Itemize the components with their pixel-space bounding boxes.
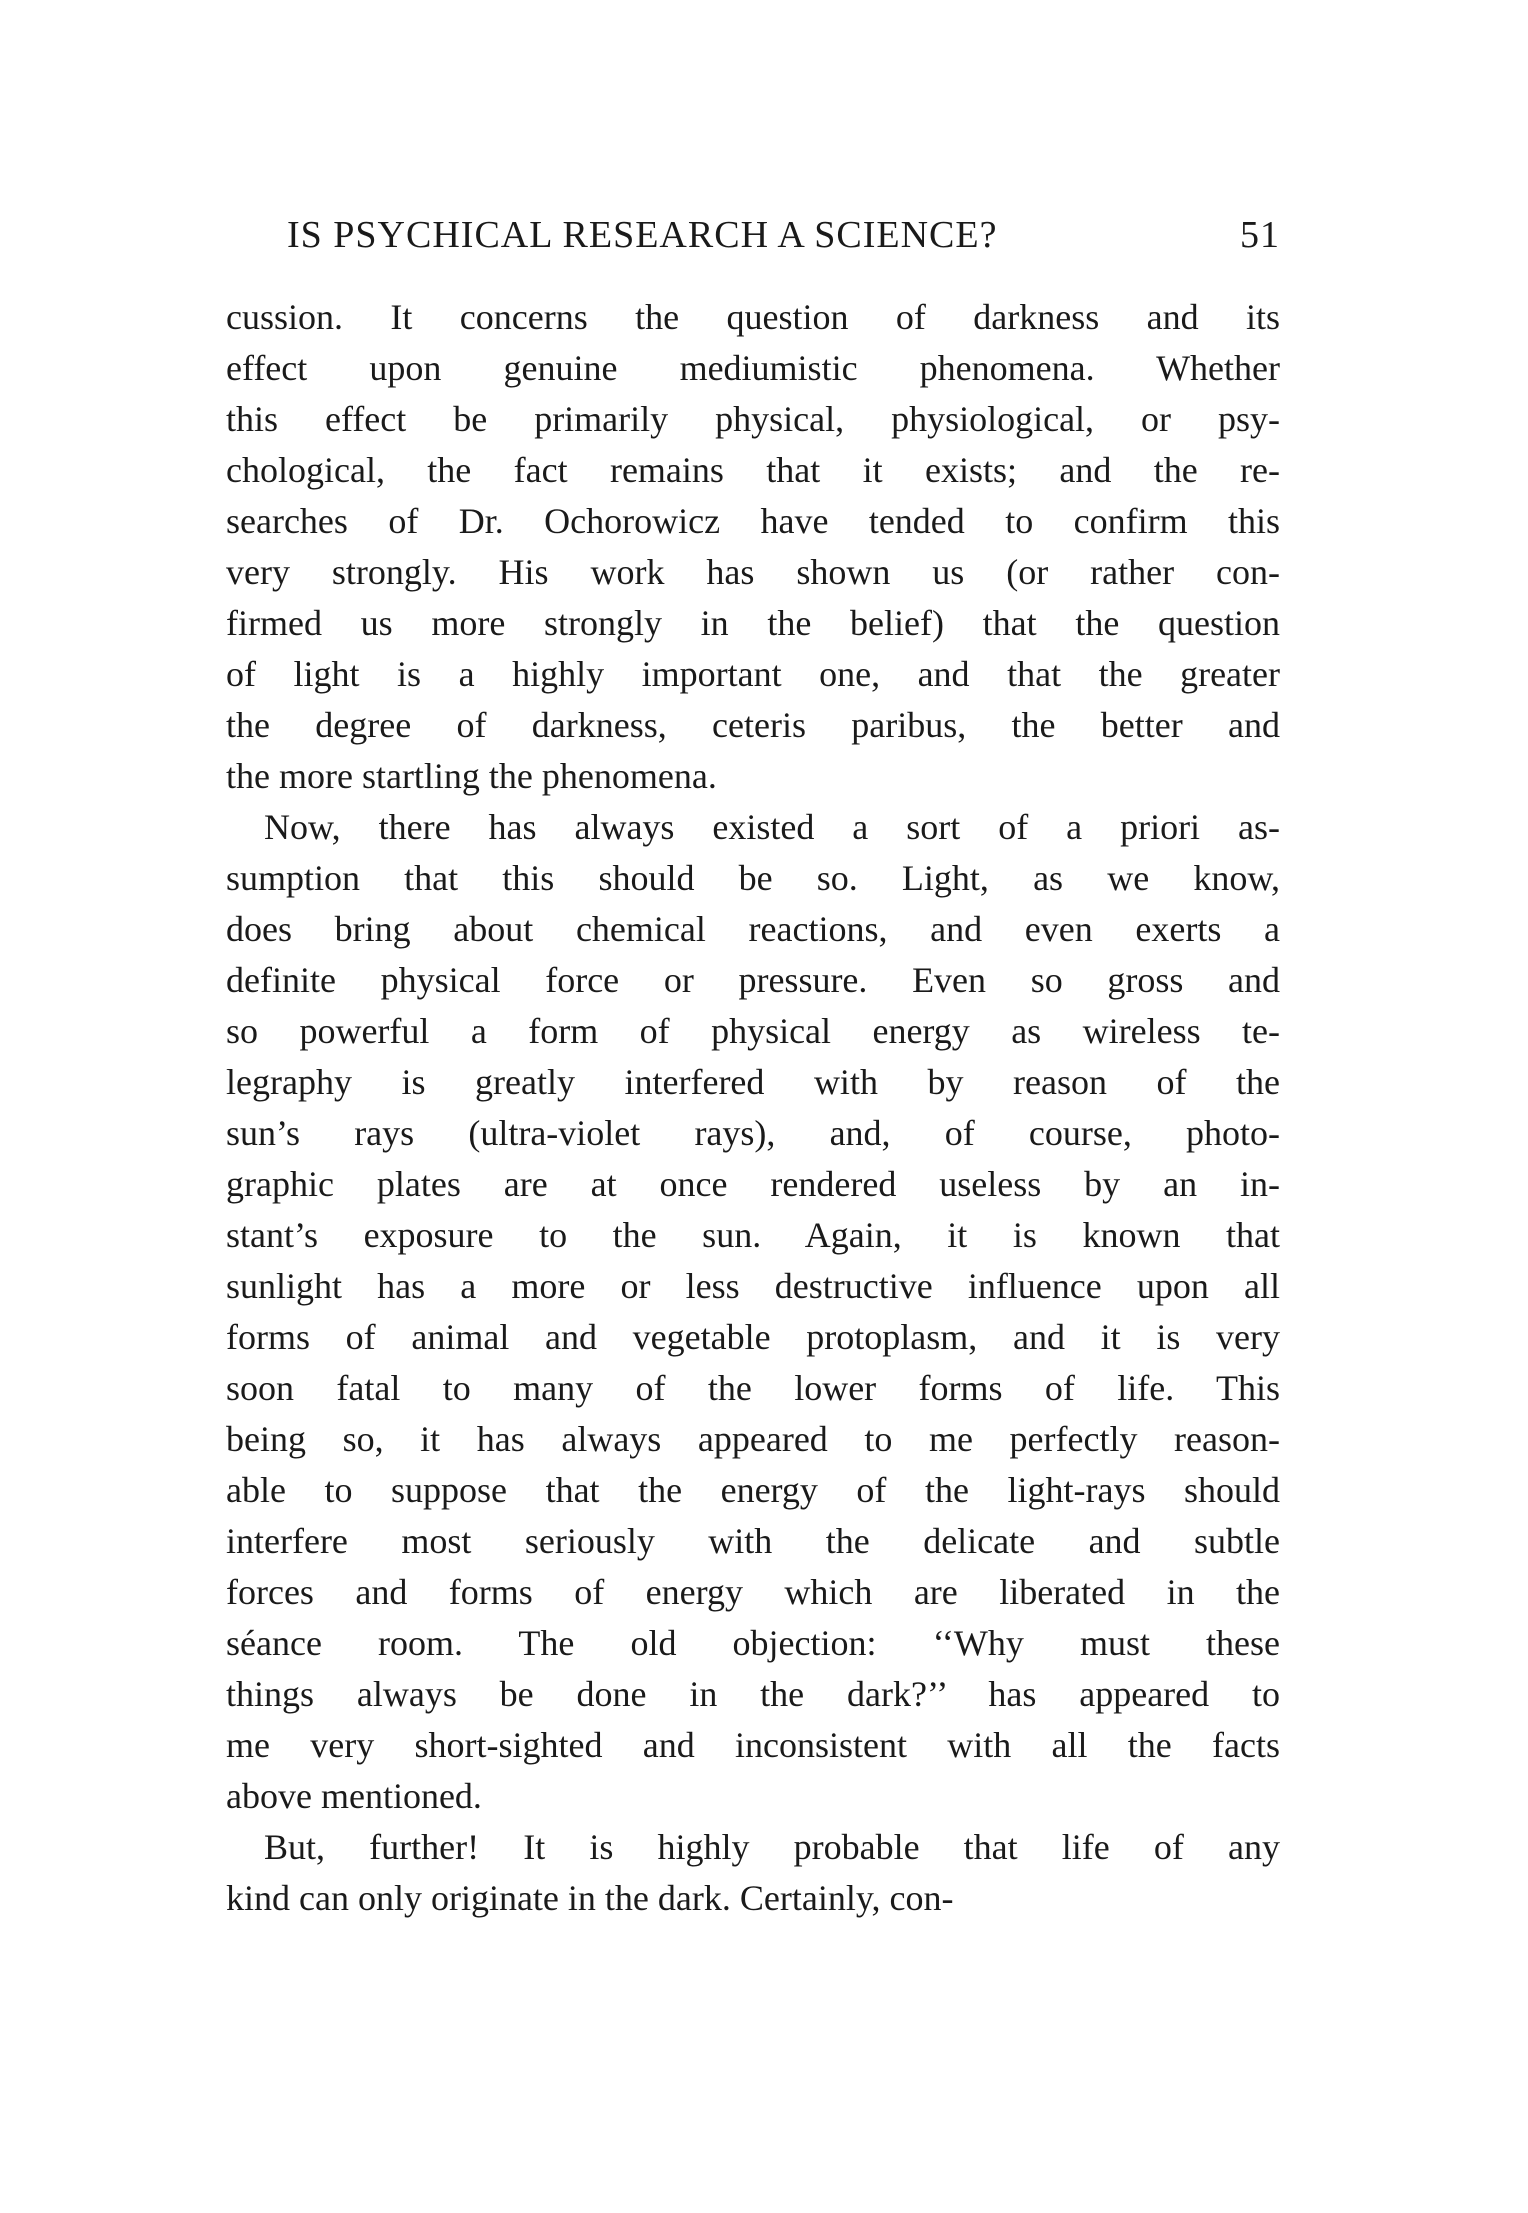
text-line: me very short-sighted and inconsistent with all the facts [226, 1725, 1280, 1765]
text-line: cussion. It concerns the question of darkness and its [226, 297, 1280, 337]
text-line: kind can only originate in the dark. Certainly, con- [226, 1878, 954, 1918]
text-line: the degree of darkness, ceteris paribus, the better and [226, 705, 1280, 745]
paragraph [226, 802, 1280, 1822]
paragraph [226, 292, 1280, 802]
text-line: chological, the fact remains that it exists; and the re- [226, 450, 1280, 490]
running-head-title: IS PSYCHICAL RESEARCH A SCIENCE? [287, 214, 998, 256]
text-line: of light is a highly important one, and that the greater [226, 654, 1280, 694]
text-line: very strongly. His work has shown us (or rather con- [226, 552, 1280, 592]
text-line: séance room. The old objection: ‘‘Why must these [226, 1623, 1280, 1663]
text-line: firmed us more strongly in the belief) that the question [226, 603, 1280, 643]
text-line: effect upon genuine mediumistic phenomena. Whether [226, 348, 1280, 388]
text-line: able to suppose that the energy of the light-rays should [226, 1470, 1280, 1510]
body-text [226, 292, 1280, 1924]
text-line: does bring about chemical reactions, and even exerts a [226, 909, 1280, 949]
running-head [287, 205, 1280, 265]
text-line: so powerful a form of physical energy as wireless te- [226, 1011, 1280, 1051]
paragraph [226, 1822, 1280, 1924]
text-line: stant’s exposure to the sun. Again, it is known that [226, 1215, 1280, 1255]
text-line: sun’s rays (ultra-violet rays), and, of course, photo- [226, 1113, 1280, 1153]
text-line: interfere most seriously with the delicate and subtle [226, 1521, 1280, 1561]
text-line: forces and forms of energy which are liberated in the [226, 1572, 1280, 1612]
text-line: searches of Dr. Ochorowicz have tended to confirm this [226, 501, 1280, 541]
text-line: things always be done in the dark?’’ has appeared to [226, 1674, 1280, 1714]
text-line: graphic plates are at once rendered useless by an in- [226, 1164, 1280, 1204]
text-line: forms of animal and vegetable protoplasm, and it is very [226, 1317, 1280, 1357]
page-number: 51 [1240, 214, 1280, 256]
text-line: Now, there has always existed a sort of a priori as- [264, 807, 1280, 847]
text-line: the more startling the phenomena. [226, 756, 717, 796]
text-line: this effect be primarily physical, physiological, or psy- [226, 399, 1280, 439]
text-line: soon fatal to many of the lower forms of life. This [226, 1368, 1280, 1408]
text-line: legraphy is greatly interfered with by reason of the [226, 1062, 1280, 1102]
text-line: definite physical force or pressure. Even so gross and [226, 960, 1280, 1000]
text-line: above mentioned. [226, 1776, 482, 1816]
text-line: sumption that this should be so. Light, as we know, [226, 858, 1280, 898]
text-line: being so, it has always appeared to me perfectly reason- [226, 1419, 1280, 1459]
text-line: sunlight has a more or less destructive influence upon all [226, 1266, 1280, 1306]
text-line: But, further! It is highly probable that life of any [264, 1827, 1280, 1867]
